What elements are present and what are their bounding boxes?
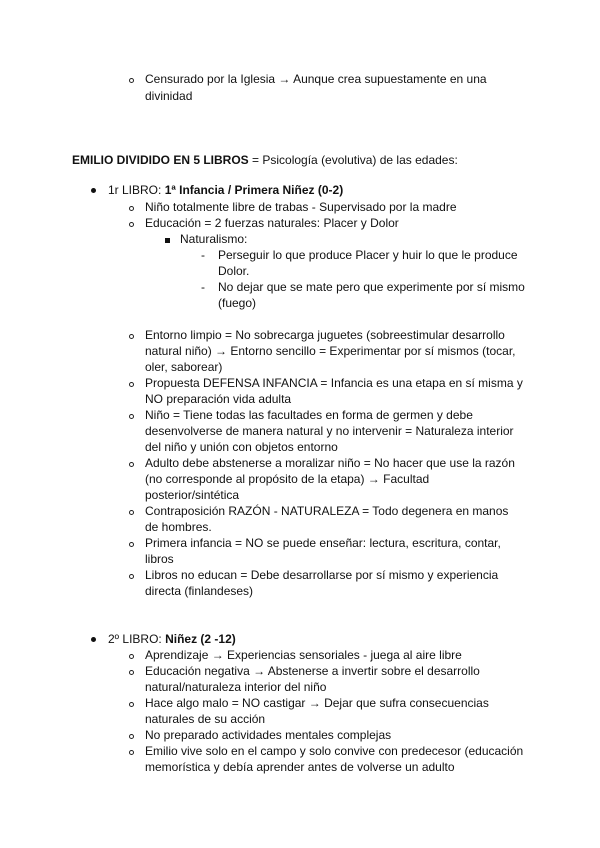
list-item-line: Propuesta DEFENSA INFANCIA = Infancia es una etapa en sí misma y — [145, 376, 523, 390]
list-item-line: de hombres. — [145, 520, 212, 534]
list-item-line: divinidad — [145, 89, 193, 103]
list-bullet-circle — [129, 654, 134, 659]
list-bullet-circle — [129, 574, 134, 579]
list-bullet-circle — [129, 750, 134, 755]
list-bullet-circle — [129, 222, 134, 227]
list-item-line: Primera infancia = NO se puede enseñar: lectura, escritura, contar, — [145, 536, 501, 550]
list-item-line: naturales de su acción — [145, 712, 266, 726]
heading-bold: EMILIO DIVIDIDO EN 5 LIBROS — [72, 153, 249, 167]
dash-marker: - — [201, 280, 205, 294]
heading-rest: = Psicología (evolutiva) de las edades: — [248, 153, 458, 167]
book2-title-bold: Niñez (2 -12) — [165, 632, 236, 646]
list-bullet-circle — [129, 670, 134, 675]
list-item-line: (no corresponde al propósito de la etapa) → Facultad — [145, 472, 430, 486]
list-item-line: Censurado por la Iglesia → Aunque crea supuestamente en una — [145, 72, 487, 86]
subitem-label: Naturalismo: — [180, 232, 248, 246]
list-item-line: Niño totalmente libre de trabas - Supervisado por la madre — [145, 200, 457, 214]
book1-prefix: 1r LIBRO: — [108, 183, 165, 197]
section-heading — [72, 152, 458, 168]
dash-marker: - — [201, 248, 205, 262]
dash-item-line: No dejar que se mate pero que experimente por sí mismo — [218, 280, 525, 294]
list-item-line: Educación negativa → Abstenerse a invertir sobre el desarrollo — [145, 664, 480, 678]
list-item-line: Educación = 2 fuerzas naturales: Placer y Dolor — [145, 216, 399, 230]
list-item-line: memorística y debía aprender antes de volverse un adulto — [145, 760, 455, 774]
list-item-line: Libros no educan = Debe desarrollarse por sí mismo y experiencia — [145, 568, 499, 582]
list-item-line: Contraposición RAZÓN - NATURALEZA = Todo degenera en manos — [145, 504, 509, 518]
list-bullet-circle — [129, 510, 134, 515]
list-item-line: Emilio vive solo en el campo y solo convive con predecesor (educación — [145, 744, 524, 758]
list-item-line: desenvolverse de manera natural y no intervenir = Naturaleza interior — [145, 424, 514, 438]
dash-item-line: Dolor. — [218, 264, 250, 278]
list-item-line: oler, saborear) — [145, 360, 223, 374]
list-bullet-disc — [91, 637, 96, 642]
list-bullet-circle — [129, 382, 134, 387]
list-item-line: Entorno limpio = No sobrecarga juguetes (sobreestimular desarrollo — [145, 328, 505, 342]
list-bullet-disc — [91, 188, 96, 193]
list-item-line: No preparado actividades mentales complejas — [145, 728, 392, 742]
list-item-line: del niño y unión con objetos entorno — [145, 440, 338, 454]
list-bullet-circle — [129, 734, 134, 739]
book2-title — [108, 631, 236, 647]
list-item-line: Adulto debe abstenerse a moralizar niño = No hacer que use la razón — [145, 456, 515, 470]
list-item-line: libros — [145, 552, 174, 566]
list-bullet-circle — [129, 414, 134, 419]
book1-title-bold: 1ª Infancia / Primera Niñez (0-2) — [164, 183, 344, 197]
book2-prefix: 2º LIBRO: — [108, 632, 166, 646]
list-bullet-circle — [129, 542, 134, 547]
dash-item-line: Perseguir lo que produce Placer y huir lo que le produce — [218, 248, 518, 262]
list-bullet-circle — [129, 78, 134, 83]
book1-title — [108, 182, 343, 198]
dash-item-line: (fuego) — [218, 296, 257, 310]
list-item-line: directa (finlandeses) — [145, 584, 254, 598]
list-item-line: natural niño) → Entorno sencillo = Experimentar por sí mismos (tocar, — [145, 344, 516, 358]
list-bullet-square — [165, 238, 170, 243]
list-item-line: Aprendizaje → Experiencias sensoriales - juega al aire libre — [145, 648, 462, 662]
list-bullet-circle — [129, 462, 134, 467]
list-item-line: Niño = Tiene todas las facultades en forma de germen y debe — [145, 408, 473, 422]
list-item-line: natural/naturaleza interior del niño — [145, 680, 327, 694]
list-bullet-circle — [129, 206, 134, 211]
list-bullet-circle — [129, 702, 134, 707]
list-item-line: NO preparación vida adulta — [145, 392, 292, 406]
list-bullet-circle — [129, 334, 134, 339]
list-item-line: Hace algo malo = NO castigar → Dejar que sufra consecuencias — [145, 696, 489, 710]
list-item-line: posterior/sintética — [145, 488, 240, 502]
